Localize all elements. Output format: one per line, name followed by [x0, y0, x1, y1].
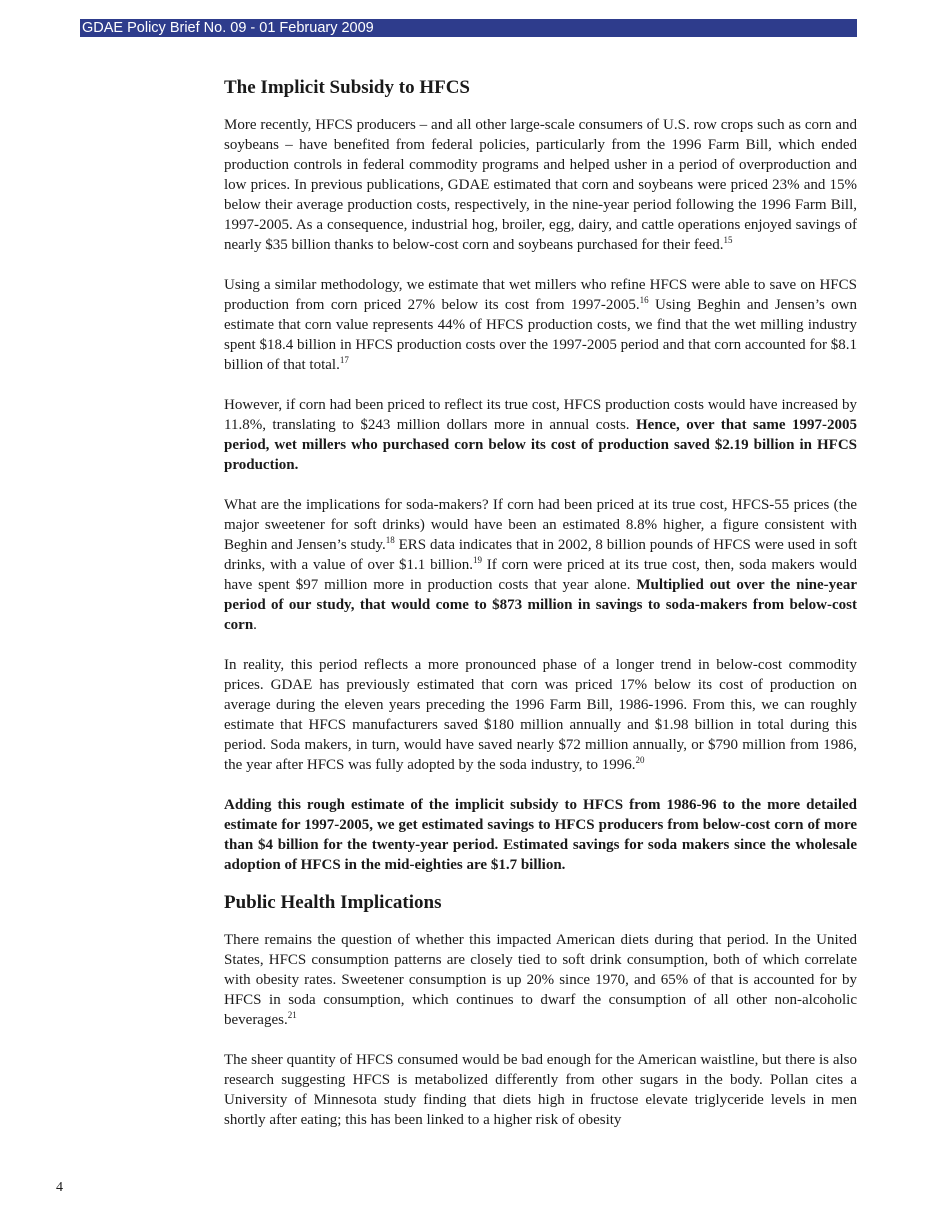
- paragraph: [224, 795, 857, 875]
- footnote-ref[interactable]: 18: [385, 535, 395, 545]
- page-content: [224, 76, 857, 1150]
- paragraph: What are the implications for soda-makers? If corn had been priced at its true cost, HFCS-55 prices (the major sweetener for soft drinks) would have been an estimated 8.8% higher, a figure consistent with Beghin and Jensen’s study.$^{18}$ ERS data indicates that in 2002, 8 billion pounds of HFCS were used in soft drinks, with a value of over $1.1 billion.$^{19}$ If corn were priced at its true cost, then, soda makers would have spent $97 million more in production costs that year alone. Multiplied out over the nine-year period of our study, that would come to $873 million in savings to soda-makers from below-cost corn.: [224, 497, 857, 633]
- emphasis-text: Multiplied out over the nine-year period of our study, that would come to $873 million in savings to soda-makers from below-cost corn: [224, 577, 857, 633]
- emphasis-text: Adding this rough estimate of the implicit subsidy to HFCS from 1986-96 to the more detailed estimate for 1997-2005, we get estimated savings to HFCS producers from below-cost corn of more than $4 billion for the twenty-year period. Estimated savings for soda makers since the wholesale adoption of HFCS in the mid-eighties are $1.7 billion.: [224, 797, 857, 873]
- footnote-ref[interactable]: 16: [639, 295, 649, 305]
- footnote-ref[interactable]: 20: [635, 755, 645, 765]
- footnote-ref[interactable]: 21: [287, 1010, 297, 1020]
- section-heading-public-health: Public Health Implications: [224, 892, 442, 913]
- paragraph: More recently, HFCS producers – and all other large-scale consumers of U.S. row crops such as corn and soybeans – have benefited from federal policies, particularly from the 1996 Farm Bill, which ended production controls in federal commodity programs and helped usher in a period of overproduction and low prices. In previous publications, GDAE estimated that corn and soybeans were priced 23% and 15% below their average production costs, respectively, in the nine-year period following the 1996 Farm Bill, 1997-2005. As a consequence, industrial hog, broiler, egg, dairy, and cattle operations enjoyed savings of nearly $35 billion thanks to below-cost corn and soybeans purchased for their feed.$^{15}$: [224, 117, 857, 253]
- paragraph: Using a similar methodology, we estimate that wet millers who refine HFCS were able to save on HFCS production from corn priced 27% below its cost from 1997-2005.16 Using Beghin and Jensen’s own estimate that corn value represents 44% of HFCS production costs, we find that the wet milling industry spent $18.4 billion in HFCS production costs over the 1997-2005 period and that corn accounted for $8.1 billion of that total.$^{17}$: [224, 277, 857, 373]
- section-heading-implicit-subsidy: The Implicit Subsidy to HFCS: [224, 77, 470, 98]
- emphasis-text: Hence, over that same 1997-2005 period, wet millers who purchased corn below its cost of production saved $2.19 billion in HFCS production.: [224, 417, 857, 473]
- page-number: 4: [56, 1180, 63, 1195]
- footnote-ref[interactable]: 19: [472, 555, 482, 565]
- paragraph: However, if corn had been priced to reflect its true cost, HFCS production costs would have increased by 11.8%, translating to $243 million dollars more in annual costs. Hence, over that same 1997-2005 period, wet millers who purchased corn below its cost of production saved $2.19 billion in HFCS production.: [224, 397, 857, 473]
- footnote-ref[interactable]: 17: [339, 355, 349, 365]
- footnote-ref[interactable]: 15: [723, 235, 733, 245]
- paragraph: In reality, this period reflects a more pronounced phase of a longer trend in below-cost commodity prices. GDAE has previously estimated that corn was priced 17% below its cost of production on average during the eleven years preceding the 1996 Farm Bill, 1986-1996. From this, we can roughly estimate that HFCS manufacturers saved $180 million annually and $1.98 billion in total during this period. Soda makers, in turn, would have saved nearly $72 million annually, or $790 million from 1986, the year after HFCS was fully adopted by the soda industry, to 1996.20: [224, 657, 857, 773]
- paragraph: There remains the question of whether this impacted American diets during that period. In the United States, HFCS consumption patterns are closely tied to soft drink consumption, both of which correlate with obesity rates. Sweetener consumption is up 20% since 1970, and 65% of that is accounted for by HFCS in soda consumption, which continues to dwarf the consumption of all other non-alcoholic beverages.$^{21}$: [224, 932, 857, 1028]
- header-title: GDAE Policy Brief No. 09 - 01 February 2009: [82, 20, 374, 36]
- paragraph: The sheer quantity of HFCS consumed would be bad enough for the American waistline, but there is also research suggesting HFCS is metabolized differently from other sugars in the body. Pollan cites a University of Minnesota study finding that diets high in fructose elevate triglyceride levels in men shortly after eating; this has been linked to a higher risk of obesity: [224, 1052, 857, 1128]
- header-bar: [80, 19, 857, 37]
